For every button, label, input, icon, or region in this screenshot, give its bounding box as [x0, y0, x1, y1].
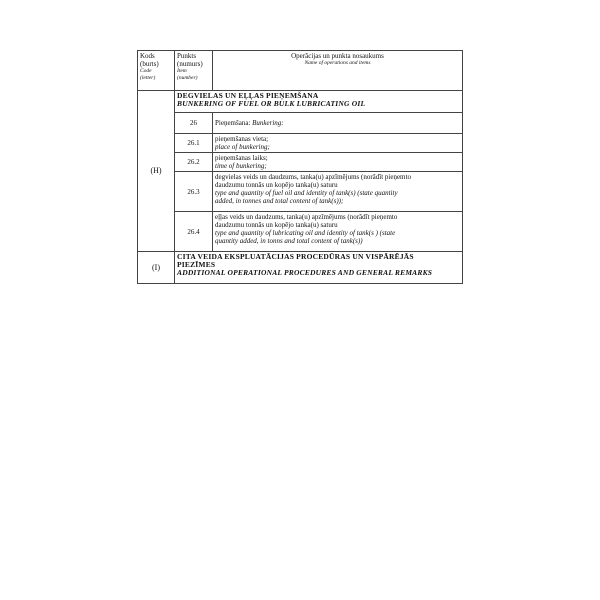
table-row	[138, 172, 463, 212]
item-lv: pieņemšanas vieta;	[215, 135, 269, 143]
item-en: place of bunkering;	[215, 143, 270, 151]
section-i-row	[138, 252, 463, 284]
item-text-cell	[213, 153, 463, 172]
item-lv-line2: daudzumu tonnās un kopējo tanka(u) saturu	[215, 181, 338, 189]
item-number: 26	[175, 113, 213, 134]
item-number: 26.4	[175, 212, 213, 252]
item-lv-line2: daudzumu tonnās un kopējo tanka(u) saturu	[215, 221, 338, 229]
section-h-title-lv: DEGVIELAS UN EĻĻAS PIEŅEMŠANA	[177, 91, 319, 100]
item-number: 26.1	[175, 134, 213, 153]
item-number: 26.2	[175, 153, 213, 172]
header-item-en: Item	[177, 68, 187, 74]
item-text-cell	[213, 212, 463, 252]
header-ops-en: Name of operations and items	[304, 60, 371, 66]
table-header-row	[138, 51, 463, 91]
oil-record-table	[137, 50, 463, 284]
section-i-title-lv2: PIEZĪMES	[177, 260, 216, 269]
item-en: time of bunkering;	[215, 162, 267, 170]
section-h-title-row	[138, 91, 463, 113]
item-number: 26.3	[175, 172, 213, 212]
item-en-line2: added, in tonnes and total content of tank(s));	[215, 197, 344, 205]
header-code-lv: Kods	[140, 52, 155, 60]
table-row	[138, 212, 463, 252]
section-h-title-en: BUNKERING OF FUEL OR BULK LUBRICATING OIL	[177, 99, 366, 108]
item-lv: Pieņemšana:	[215, 119, 251, 127]
section-i-title-en: ADDITIONAL OPERATIONAL PROCEDURES AND GENERAL REMARKS	[177, 268, 433, 277]
header-item-lv2: (numurs)	[177, 60, 203, 68]
section-h-title-cell	[175, 91, 463, 113]
item-en-line1: type and quantity of lubricating oil and identity of tank(s ) (state	[215, 229, 396, 237]
header-ops-lv: Operācijas un punkta nosaukums	[291, 52, 384, 60]
header-item-cell	[175, 51, 213, 91]
header-ops-cell	[213, 51, 463, 91]
table-row	[138, 113, 463, 134]
section-i-code: (I)	[138, 252, 175, 284]
section-i-title-lv1: CITA VEIDA EKSPLUATĀCIJAS PROCEDŪRAS UN VISPĀRĒJĀS	[177, 252, 414, 261]
header-code-lv2: (burts)	[140, 60, 159, 68]
header-code-en2: (letter)	[140, 75, 156, 81]
item-lv-line1: eļļas veids un daudzums, tanka(u) apzīmējums (norādīt pieņemto	[215, 213, 398, 221]
item-en: Bunkering:	[252, 119, 284, 127]
header-item-lv: Punkts	[177, 52, 197, 60]
table-row	[138, 153, 463, 172]
item-lv-line1: degvielas veids un daudzums, tanka(u) apzīmējums (norādīt pieņemto	[215, 173, 411, 181]
item-text-cell	[213, 172, 463, 212]
item-text-cell	[213, 134, 463, 153]
section-h-code: (H)	[138, 91, 175, 252]
item-lv: pieņemšanas laiks;	[215, 154, 268, 162]
header-code-cell	[138, 51, 175, 91]
section-i-title-cell	[175, 252, 463, 284]
item-en-line2: quantity added, in tonns and total content of tank(s))	[215, 237, 363, 245]
item-text-cell	[213, 113, 463, 134]
table-row	[138, 134, 463, 153]
header-item-en2: (number)	[177, 75, 198, 81]
item-en-line1: type and quantity of fuel oil and identity of tank(s) (state quantity	[215, 189, 398, 197]
header-code-en: Code	[140, 68, 152, 74]
